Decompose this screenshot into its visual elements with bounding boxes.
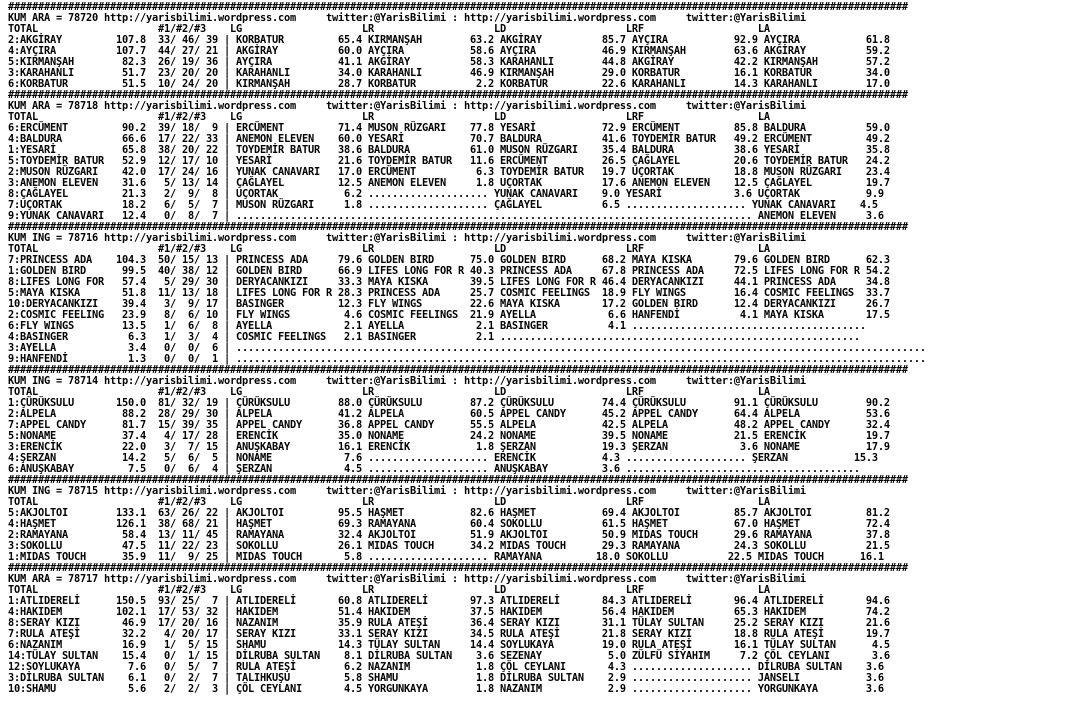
horse-row-line: 8:ÇAĞLAYEL 21.3 2/ 9/ 8 | UÇORTAK 6.2 .................... YUNAK CANAVARI 9.0 YESARİ 3.6 UÇORTAK 9.9 — [8, 188, 884, 200]
separator-line: ###################################################################################################################################################### — [8, 474, 908, 486]
separator-line: ###################################################################################################################################################### — [8, 562, 908, 574]
horse-row-line: 3:KARAHANLI 51.7 23/ 20/ 20 | KARAHANLI 34.0 KARAHANLI 46.9 KIRMANŞAH 29.0 KORBATUR 16.1 KORBATUR 34.0 — [8, 67, 890, 79]
horse-row-line: 2:RAMAYANA 58.4 13/ 11/ 45 | RAMAYANA 32.4 AKJOLTOI 51.9 AKJOLTOI 50.9 MIDAS TOUCH 29.6 RAMAYANA 37.8 — [8, 529, 890, 541]
horse-row-line: 5:AKJOLTOI 133.1 63/ 26/ 22 | AKJOLTOI 95.5 HAŞMET 82.6 HAŞMET 69.4 AKJOLTOI 85.7 AKJOLTOI 81.2 — [8, 507, 890, 519]
race-header-line: KUM ARA = 78717 http://yarisbilimi.wordpress.com twitter:@YarisBilimi : http://yarisbilimi.wordpress.com twitter:@YarisBilimi — [8, 573, 806, 585]
horse-row-line: 8:LIFES LONG FOR 57.4 5/ 29/ 30 | DERYACANKIZI 33.3 MAYA KISKA 39.5 LIFES LONG FOR R 46.4 DERYACANKIZI 44.1 PRINCESS ADA 34.8 — [8, 276, 890, 288]
horse-row-line: 4:ŞERZAN 14.2 5/ 6/ 5 | NONAME 7.6 .................... ERENCİK 4.3 .................... ŞERZAN 15.3 — [8, 452, 878, 464]
horse-row-line: 1:MIDAS TOUCH 35.9 11/ 9/ 25 | MIDAS TOUCH 5.8 .................... RAMAYANA 18.0 SOKOLLU 22.5 MIDAS TOUCH 16.1 — [8, 551, 884, 563]
horse-row-line: 8:SERAY KIZI 46.9 17/ 20/ 16 | NAZANIM 35.9 RULA ATEŞİ 36.4 SERAY KIZI 31.1 TÜLAY SULTAN 25.2 SERAY KIZI 21.6 — [8, 617, 890, 629]
column-header-line: TOTAL #1/#2/#3 LG LR LD LRF LA — [8, 496, 770, 508]
column-header-line: TOTAL #1/#2/#3 LG LR LD LRF LA — [8, 23, 770, 35]
horse-row-line: 2:AKGİRAY 107.8 33/ 46/ 39 | KORBATUR 65.4 KIRMANŞAH 63.2 AKGİRAY 85.7 AYÇIRA 92.9 AYÇIRA 61.8 — [8, 34, 890, 46]
horse-row-line: 4:HAŞMET 126.1 38/ 68/ 21 | HAŞMET 69.3 RAMAYANA 60.4 SOKOLLU 61.5 HAŞMET 67.0 HAŞMET 72.4 — [8, 518, 890, 530]
horse-row-line: 7:UÇORTAK 18.2 6/ 5/ 7 | MUSON RÜZGARI 1.8 .................... ÇAĞLAYEL 6.5 .................... YUNAK CANAVARI 4.5 — [8, 199, 878, 211]
horse-row-line: 3:ERENCİK 22.0 3/ 7/ 15 | ANUŞKABAY 16.1 ERENCİK 1.8 ŞERZAN 19.3 ŞERZAN 3.6 NONAME 17.9 — [8, 441, 890, 453]
race-header-line: KUM ING = 78716 http://yarisbilimi.wordpress.com twitter:@YarisBilimi : http://yarisbilimi.wordpress.com twitter:@YarisBilimi — [8, 232, 806, 244]
horse-row-line: 2:ALPELA 88.2 28/ 29/ 30 | ALPELA 41.2 ALPELA 60.5 APPEL CANDY 45.2 APPEL CANDY 64.4 ALPELA 53.6 — [8, 408, 890, 420]
horse-row-line: 7:PRINCESS ADA 104.3 50/ 15/ 13 | PRINCESS ADA 79.6 GOLDEN BIRD 75.0 GOLDEN BIRD 68.2 MAYA KISKA 79.6 GOLDEN BIRD 62.3 — [8, 254, 890, 266]
separator-line: ###################################################################################################################################################### — [8, 221, 908, 233]
horse-row-line: 3:AYELLA 3.4 0/ 0/ 6 | ................................................................................................................... — [8, 342, 926, 354]
horse-row-line: 4:AYÇIRA 107.7 44/ 27/ 21 | AKGİRAY 60.0 AYÇIRA 58.6 AYÇIRA 46.9 KIRMANŞAH 63.6 AKGİRAY 59.2 — [8, 45, 890, 57]
horse-row-line: 7:APPEL CANDY 81.7 15/ 39/ 35 | APPEL CANDY 36.8 APPEL CANDY 55.5 ALPELA 42.5 ALPELA 48.2 APPEL CANDY 32.4 — [8, 419, 890, 431]
race-header-line: KUM ARA = 78720 http://yarisbilimi.wordpress.com twitter:@YarisBilimi : http://yarisbilimi.wordpress.com twitter:@YarisBilimi — [8, 12, 806, 24]
horse-row-line: 1:GOLDEN BIRD 99.5 40/ 38/ 12 | GOLDEN BIRD 66.9 LIFES LONG FOR R 40.3 PRINCESS ADA 67.8 PRINCESS ADA 72.5 LIFES LONG FOR R 54.2 — [8, 265, 890, 277]
horse-row-line: 5:MAYA KISKA 51.8 11/ 13/ 18 | LIFES LONG FOR R 28.3 PRINCESS ADA 25.7 COSMIC FEELINGS 18.9 FLY WINGS 16.4 COSMIC FEELINGS 33.7 — [8, 287, 890, 299]
horse-row-line: 3:DİLRUBA SULTAN 6.1 0/ 2/ 7 | TALIHKUŞU 5.8 SHAMU 1.8 DİLRUBA SULTAN 2.9 .................... JANSELI 3.6 — [8, 672, 884, 684]
separator-line: ###################################################################################################################################################### — [8, 1, 908, 13]
horse-row-line: 5:NONAME 37.4 4/ 17/ 28 | ERENCİK 35.0 NONAME 24.2 NONAME 39.5 NONAME 21.5 ERENCİK 19.7 — [8, 430, 890, 442]
column-header-line: TOTAL #1/#2/#3 LG LR LD LRF LA — [8, 386, 770, 398]
horse-row-line: 10:SHAMU 5.6 2/ 2/ 3 | ÇÖL CEYLANI 4.5 YORGUNKAYA 1.8 NAZANIM 2.9 .................... YORGUNKAYA 3.6 — [8, 683, 884, 695]
horse-row-line: 9:YUNAK CANAVARI 12.4 0/ 8/ 7 | ...................................................................................... ANEMON ELEVEN 3.6 — [8, 210, 884, 222]
horse-row-line: 5:TOYDEMİR BATUR 52.9 12/ 17/ 10 | YESARİ 21.6 TOYDEMİR BATUR 11.6 ERCÜMENT 26.5 ÇAĞLAYEL 20.6 TOYDEMİR BATUR 24.2 — [8, 155, 890, 167]
horse-row-line: 1:ÇÜRÜKSULU 150.0 81/ 32/ 19 | ÇÜRÜKSULU 88.0 ÇÜRÜKSULU 87.2 ÇÜRÜKSULU 74.4 ÇÜRÜKSULU 91.1 ÇÜRÜKSULU 90.2 — [8, 397, 890, 409]
column-header-line: TOTAL #1/#2/#3 LG LR LD LRF LA — [8, 243, 770, 255]
horse-row-line: 3:ANEMON ELEVEN 31.6 5/ 13/ 14 | ÇAĞLAYEL 12.5 ANEMON ELEVEN 1.8 UÇORTAK 17.6 ANEMON ELEVEN 12.5 ÇAĞLAYEL 19.7 — [8, 177, 890, 189]
column-header-line: TOTAL #1/#2/#3 LG LR LD LRF LA — [8, 111, 770, 123]
horse-row-line: 4:BASINGER 6.3 1/ 3/ 4 | COSMIC FEELINGS 2.1 BASINGER 2.1 ............................................................ — [8, 331, 860, 343]
column-header-line: TOTAL #1/#2/#3 LG LR LD LRF LA — [8, 584, 770, 596]
horse-row-line: 10:DERYACANKIZI 39.4 3/ 9/ 17 | BASINGER 12.3 FLY WINGS 22.6 MAYA KISKA 17.2 GOLDEN BIRD 12.4 DERYACANKIZI 26.7 — [8, 298, 890, 310]
race-header-line: KUM ARA = 78718 http://yarisbilimi.wordpress.com twitter:@YarisBilimi : http://yarisbilimi.wordpress.com twitter:@YarisBilimi — [8, 100, 806, 112]
separator-line: ###################################################################################################################################################### — [8, 364, 908, 376]
horse-row-line: 6:KORBATUR 51.5 10/ 24/ 20 | KIRMANŞAH 28.7 KORBATUR 2.2 KORBATUR 22.6 KARAHANLI 14.3 KARAHANLI 17.0 — [8, 78, 890, 90]
horse-row-line: 6:NAZANIM 16.9 1/ 5/ 15 | SHAMU 14.3 TÜLAY SULTAN 14.4 SOYLUKAYA 19.0 RULA ATEŞİ 16.1 TÜLAY SULTAN 4.5 — [8, 639, 890, 651]
horse-row-line: 4:BALDURA 66.6 17/ 22/ 33 | ANEMON ELEVEN 60.0 YESARİ 70.7 BALDURA 41.6 TOYDEMİR BATUR 49.2 ERCÜMENT 49.2 — [8, 133, 890, 145]
race-header-line: KUM ING = 78714 http://yarisbilimi.wordpress.com twitter:@YarisBilimi : http://yarisbilimi.wordpress.com twitter:@YarisBilimi — [8, 375, 806, 387]
horse-row-line: 6:FLY WINGS 13.5 1/ 6/ 8 | AYELLA 2.1 AYELLA 2.1 BASINGER 4.1 ....................................... — [8, 320, 866, 332]
horse-row-line: 2:MUSON RÜZGARI 42.0 17/ 24/ 16 | YUNAK CANAVARI 17.0 ERCÜMENT 6.3 TOYDEMİR BATUR 19.7 UÇORTAK 18.8 MUSON RÜZGARI 23.4 — [8, 166, 890, 178]
horse-row-line: 7:RULA ATEŞİ 32.2 4/ 20/ 17 | SERAY KIZI 33.1 SERAY KIZI 34.5 RULA ATEŞİ 21.8 SERAY KIZI 18.8 RULA ATEŞİ 19.7 — [8, 628, 890, 640]
separator-line: ###################################################################################################################################################### — [8, 89, 908, 101]
horse-row-line: 14:TÜLAY SULTAN 15.4 0/ 1/ 15 | DİLRUBA SULTAN 8.1 DİLRUBA SULTAN 3.6 SEZENAY 5.0 ZÜLFÜ SİYAHIM 7.2 ÇÖL CEYLANI 3.6 — [8, 650, 890, 662]
horse-row-line: 6:ERCÜMENT 90.2 39/ 18/ 9 | ERCÜMENT 71.4 MUSON RÜZGARI 77.8 YESARİ 72.9 ERCÜMENT 85.8 BALDURA 59.0 — [8, 122, 890, 134]
horse-row-line: 3:SOKOLLU 47.5 11/ 22/ 23 | SOKOLLU 26.1 MIDAS TOUCH 34.2 MIDAS TOUCH 29.3 RAMAYANA 24.3 SOKOLLU 21.5 — [8, 540, 890, 552]
horse-row-line: 6:ANUŞKABAY 7.5 0/ 6/ 4 | ŞERZAN 4.5 .................... ANUŞKABAY 3.6 ....................................... — [8, 463, 860, 475]
horse-row-line: 2:COSMIC FEELING 23.9 8/ 6/ 10 | FLY WINGS 4.6 COSMIC FEELINGS 21.9 AYELLA 6.6 HANFENDİ 4.1 MAYA KISKA 17.5 — [8, 309, 890, 321]
race-header-line: KUM ING = 78715 http://yarisbilimi.wordpress.com twitter:@YarisBilimi : http://yarisbilimi.wordpress.com twitter:@YarisBilimi — [8, 485, 806, 497]
horse-row-line: 12:SOYLUKAYA 7.6 0/ 5/ 7 | RULA ATEŞİ 6.2 NAZANIM 1.8 ÇÖL CEYLANI 4.3 .................... DİLRUBA SULTAN 3.6 — [8, 661, 884, 673]
horse-row-line: 1:YESARİ 65.8 38/ 20/ 22 | TOYDEMİR BATUR 38.6 BALDURA 61.0 MUSON RÜZGARI 35.4 BALDURA 38.6 YESARİ 35.8 — [8, 144, 890, 156]
horse-row-line: 1:ATLIDERELİ 150.5 93/ 25/ 7 | ATLIDERELİ 60.8 ATLIDERELİ 97.3 ATLIDERELİ 84.3 ATLIDERELİ 96.4 ATLIDERELİ 94.6 — [8, 595, 890, 607]
horse-row-line: 4:HAKIDEM 102.1 17/ 53/ 32 | HAKIDEM 51.4 HAKIDEM 37.5 HAKIDEM 56.4 HAKIDEM 65.3 HAKIDEM 74.2 — [8, 606, 890, 618]
horse-row-line: 5:KIRMANŞAH 82.3 26/ 19/ 36 | AYÇIRA 41.1 AKGİRAY 58.3 KARAHANLI 44.8 AKGİRAY 42.2 KIRMANŞAH 57.2 — [8, 56, 890, 68]
horse-row-line: 9:HANFENDİ 1.3 0/ 0/ 1 | ................................................................................................................... — [8, 353, 926, 365]
